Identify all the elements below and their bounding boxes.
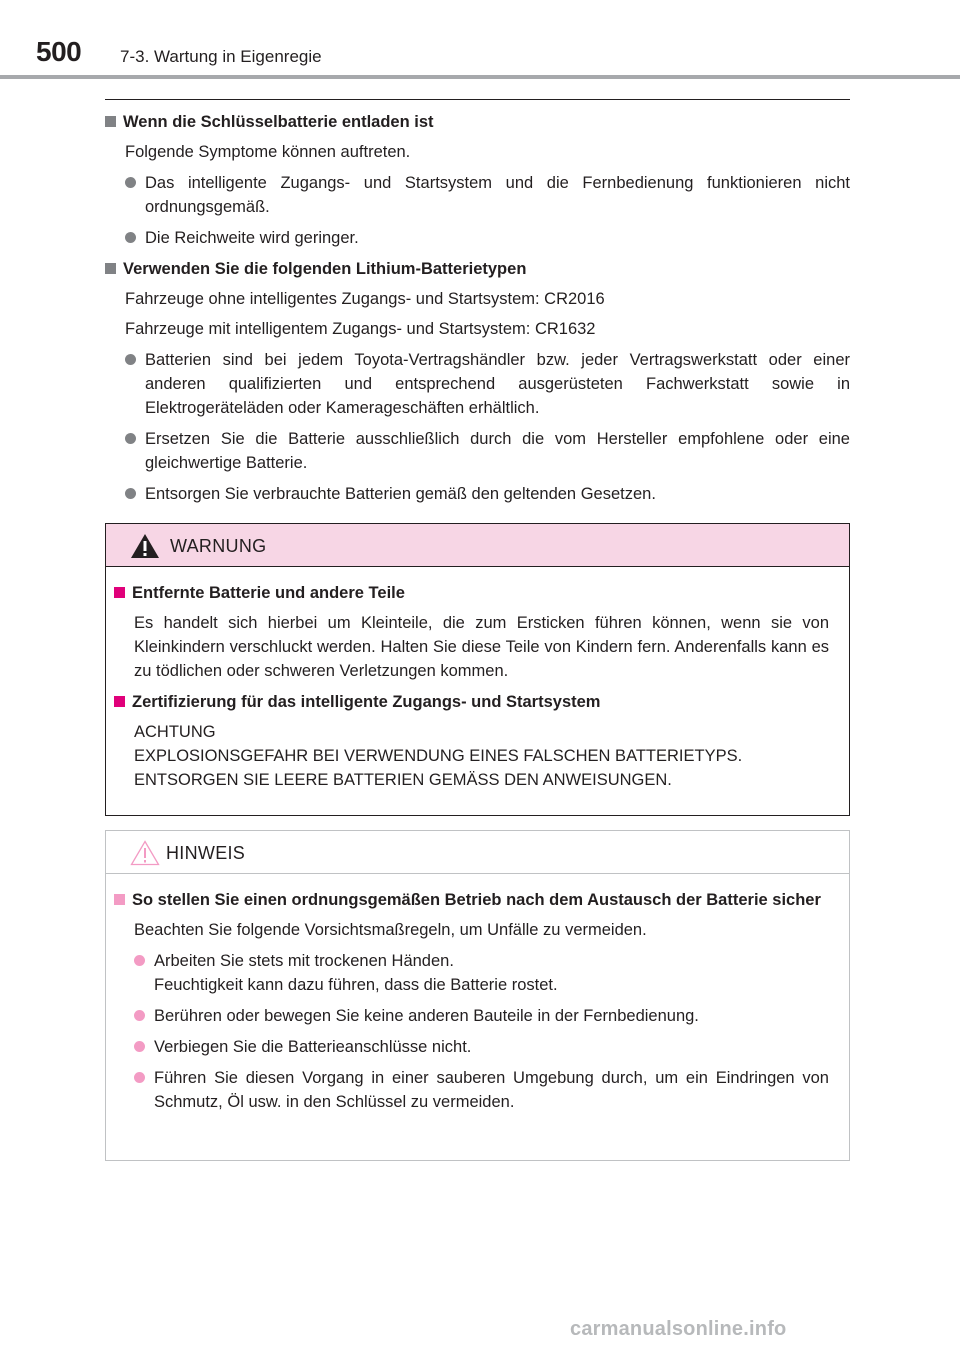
section-heading-battery-types: Verwenden Sie die folgenden Lithium-Batterietypen xyxy=(105,257,850,281)
circle-bullet-icon xyxy=(134,955,145,966)
circle-bullet-icon xyxy=(125,488,136,499)
paragraph: Fahrzeuge mit intelligentem Zugangs- und Startsystem: CR1632 xyxy=(125,320,596,338)
content-divider xyxy=(105,99,850,100)
warning-header xyxy=(106,524,849,567)
list-item: Berühren oder bewegen Sie keine anderen Bauteile in der Fernbedienung. xyxy=(114,1004,829,1028)
section-title: 7-3. Wartung in Eigenregie xyxy=(120,47,322,66)
circle-bullet-icon xyxy=(125,433,136,444)
circle-bullet-icon xyxy=(125,354,136,365)
hint-heading: So stellen Sie einen ordnungsgemäßen Betrieb nach dem Austausch der Batterie sicher xyxy=(114,888,829,912)
square-bullet-icon xyxy=(114,894,125,905)
main-content xyxy=(105,110,850,506)
page-number: 500 xyxy=(36,36,82,67)
warning-heading-parts: Entfernte Batterie und andere Teile xyxy=(114,581,829,605)
paragraph: ACHTUNG xyxy=(134,723,216,741)
paragraph: EXPLOSIONSGEFAHR BEI VERWENDUNG EINES FALSCHEN BATTERIETYPS. ENTSORGEN SIE LEERE BATTERIEN GEMÄSS DEN ANWEISUNGEN. xyxy=(134,747,743,789)
warning-icon xyxy=(130,533,160,559)
square-bullet-icon xyxy=(105,116,116,127)
paragraph: Beachten Sie folgende Vorsichtsmaßregeln, um Unfälle zu vermeiden. xyxy=(134,921,647,939)
watermark: carmanualsonline.info xyxy=(570,1318,787,1340)
header-divider xyxy=(0,75,960,79)
warning-box xyxy=(105,523,850,816)
hint-box xyxy=(105,830,850,1161)
list-item: Die Reichweite wird geringer. xyxy=(105,226,850,250)
hint-icon xyxy=(130,840,160,866)
list-item: Entsorgen Sie verbrauchte Batterien gemäß den geltenden Gesetzen. xyxy=(105,482,850,506)
square-bullet-icon xyxy=(105,263,116,274)
warning-heading-certification: Zertifizierung für das intelligente Zugangs- und Startsystem xyxy=(114,690,829,714)
list-item: Batterien sind bei jedem Toyota-Vertragshändler bzw. jeder Vertragswerkstatt oder einer anderen qualifizierten und entsprechend ausgerüsteten Fachwerkstatt sowie in Elektrogeräteläden oder Kamerageschäften erhältlich. xyxy=(105,348,850,420)
list-item: Führen Sie diesen Vorgang in einer sauberen Umgebung durch, um ein Eindringen von Schmutz, Öl usw. in den Schlüssel zu vermeiden. xyxy=(114,1066,829,1114)
hint-label: HINWEIS xyxy=(166,843,246,863)
section-heading-battery-empty: Wenn die Schlüsselbatterie entladen ist xyxy=(105,110,850,134)
circle-bullet-icon xyxy=(125,232,136,243)
warning-label: WARNUNG xyxy=(170,536,267,556)
paragraph: Folgende Symptome können auftreten. xyxy=(125,143,411,161)
paragraph: Fahrzeuge ohne intelligentes Zugangs- und Startsystem: CR2016 xyxy=(125,290,605,308)
circle-bullet-icon xyxy=(134,1041,145,1052)
hint-header xyxy=(106,831,849,874)
list-item: Ersetzen Sie die Batterie ausschließlich durch die vom Hersteller empfohlene oder eine gleichwertige Batterie. xyxy=(105,427,850,475)
paragraph: Es handelt sich hierbei um Kleinteile, die zum Ersticken führen können, wenn sie von Kleinkindern verschluckt werden. Halten Sie diese Teile von Kindern fern. Anderenfalls kann es zu tödlichen oder schweren Verletzungen kommen. xyxy=(134,614,829,680)
page-header xyxy=(0,0,960,80)
list-item: Arbeiten Sie stets mit trockenen Händen. Feuchtigkeit kann dazu führen, dass die Batterie rostet. xyxy=(114,949,829,997)
circle-bullet-icon xyxy=(134,1072,145,1083)
warning-body xyxy=(106,567,849,792)
square-bullet-icon xyxy=(114,696,125,707)
list-item: Verbiegen Sie die Batterieanschlüsse nicht. xyxy=(114,1035,829,1059)
hint-body xyxy=(106,874,849,1114)
circle-bullet-icon xyxy=(125,177,136,188)
list-item: Das intelligente Zugangs- und Startsystem und die Fernbedienung funktionieren nicht ordnungsgemäß. xyxy=(105,171,850,219)
square-bullet-icon xyxy=(114,587,125,598)
circle-bullet-icon xyxy=(134,1010,145,1021)
